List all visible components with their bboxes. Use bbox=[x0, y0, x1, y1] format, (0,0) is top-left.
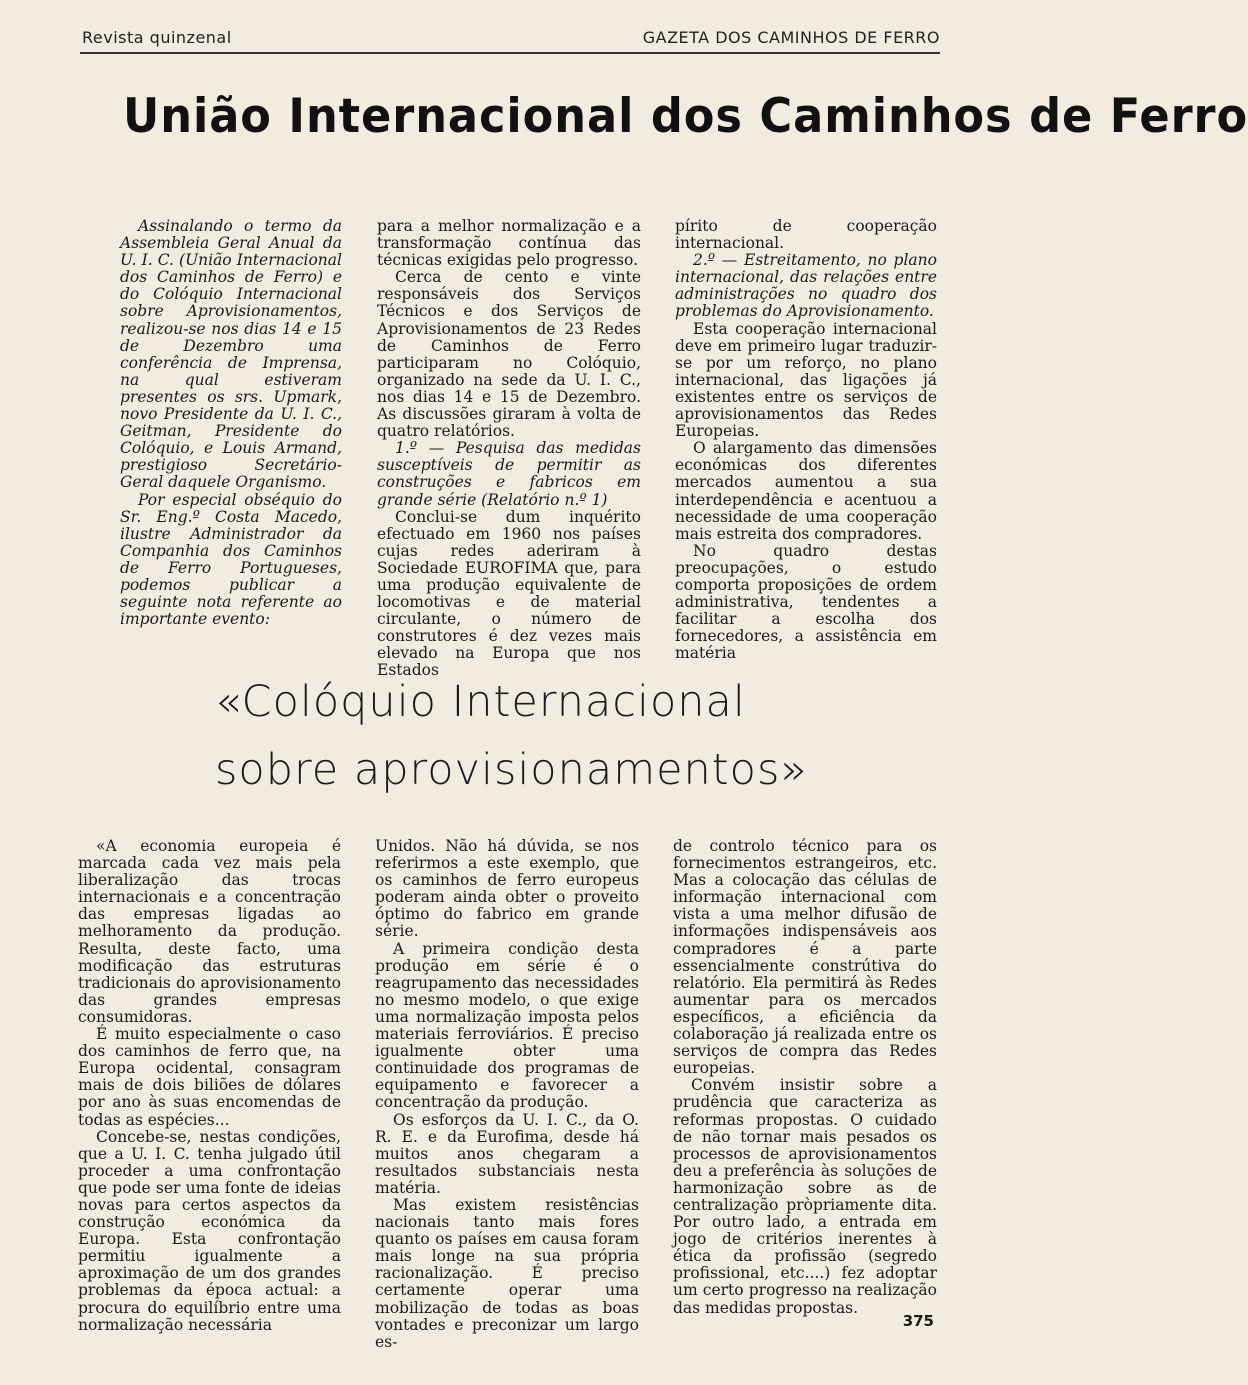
bottom-column-3 bbox=[673, 838, 937, 1317]
paragraph: «A economia europeia é marcada cada vez mais pela liberalização das trocas internacionais e a concentração das empresas ligadas ao melhoramento da produção. Resulta, deste facto, uma modificação das estruturas tradicionais do aprovisionamento das grandes empresas consumidoras. bbox=[78, 837, 341, 1026]
paragraph: Concebe-se, nestas condições, que a U. I. C. tenha julgado útil proceder a uma confrontação que pode ser uma fonte de ideias novas para certos aspectos da construção económica da Europa. Esta confrontação permitiu igualmente a aproximação de um dos grandes problemas da época actual: a procura do equilíbrio entre uma normalização necessária bbox=[78, 1127, 341, 1334]
header-rule bbox=[80, 52, 940, 54]
paragraph: de controlo técnico para os fornecimentos estrangeiros, etc. Mas a colocação das células de informação internacional com vista a uma melhor difusão de informações indispensáveis aos compradores é a parte essencialmente constrútiva do relatório. Ela permitirá às Redes aumentar para os mercados específicos, a eficiência da colaboração já realizada entre os serviços de compra das Redes europeias. bbox=[673, 837, 937, 1078]
paragraph: Os esforços da U. I. C., da O. R. E. e da Eurofima, desde há muitos anos chegaram a resultados substanciais nesta matéria. bbox=[375, 1110, 639, 1197]
paragraph: Cerca de cento e vinte responsáveis dos Serviços Técnicos e dos Serviços de Aprovisionamentos de 23 Redes de Caminhos de Ferro participaram no Colóquio, organizado na sede da U. I. C., nos dias 14 e 15 de Dezembro. As discussões giraram à volta de quatro relatórios. bbox=[377, 268, 641, 441]
report-heading-2: 2.º — Estreitamento, no plano internacional, das relações entre administrações no quadro dos problemas do Aprovisionamento. bbox=[675, 251, 937, 321]
report-heading-1: 1.º — Pesquisa das medidas susceptíveis de permitir as construções e fabricos em grande série (Relatório n.º 1) bbox=[377, 439, 641, 509]
running-header-right: GAZETA DOS CAMINHOS DE FERRO bbox=[642, 28, 940, 47]
paragraph: É muito especialmente o caso dos caminhos de ferro que, na Europa ocidental, consagram mais de dois biliões de dólares por ano às suas encomendas de todas as espécies... bbox=[78, 1025, 341, 1129]
paragraph: No quadro destas preocupações, o estudo comporta proposições de ordem administrativa, tendentes a facilitar a escolha dos fornecedores, a assistência em matéria bbox=[675, 541, 937, 663]
paragraph: pírito de cooperação internacional. bbox=[675, 217, 937, 253]
paragraph: O alargamento das dimensões económicas dos diferentes mercados aumentou a sua interdependência e acentuou a necessidade de uma cooperação mais estreita dos compradores. bbox=[675, 439, 937, 543]
top-column-2 bbox=[377, 218, 641, 680]
intro-column bbox=[120, 218, 342, 628]
section-title-line-1: «Colóquio Internacional bbox=[215, 677, 746, 727]
intro-paragraph-1: Assinalando o termo da Assembleia Geral Anual da U. I. C. (União Internacional dos Caminhos de Ferro) e do Colóquio Internacional sobre Aprovisionamentos, realizou-se nos dias 14 e 15 de Dezembro uma conferência de Imprensa, na qual estiveram presentes os srs. Upmark, novo Presidente da U. I. C., Geitman, Presidente do Colóquio, e Louis Armand, prestigioso Secretário-Geral daquele Organismo. bbox=[120, 217, 342, 492]
paragraph: Esta cooperação internacional deve em primeiro lugar traduzir-se por um reforço, no plano internacional, das ligações já existentes entre os serviços de aprovisionamentos das Redes Europeias. bbox=[675, 319, 937, 441]
bottom-column-1 bbox=[78, 838, 341, 1334]
article-title: União Internacional dos Caminhos de Ferro bbox=[123, 89, 1248, 144]
page-number: 375 bbox=[902, 1312, 934, 1330]
bottom-column-2 bbox=[375, 838, 639, 1351]
section-title bbox=[215, 668, 915, 804]
top-column-3 bbox=[675, 218, 937, 662]
paragraph: Conclui-se dum inquérito efectuado em 1960 nos países cujas redes aderiram à Sociedade EUROFIMA que, para uma produção equivalente de locomotivas e de material circulante, o número de construtores é dez vezes mais elevado na Europa que nos Estados bbox=[377, 507, 641, 680]
intro-paragraph-2: Por especial obséquio do Sr. Eng.º Costa Macedo, ilustre Administrador da Companhia dos Caminhos de Ferro Portugueses, podemos publicar a seguinte nota referente ao importante evento: bbox=[120, 490, 342, 629]
paragraph: Convém insistir sobre a prudência que caracteriza as reformas propostas. O cuidado de não tornar mais pesados os processos de aprovisionamentos deu a preferência às soluções de harmonização sobre as de centralização pròpriamente dita. Por outro lado, a entrada em jogo de critérios inerentes à ética da profissão (segredo profissional, etc....) fez adoptar um certo progresso na realização das medidas propostas. bbox=[673, 1076, 937, 1317]
running-header-left: Revista quinzenal bbox=[82, 28, 232, 47]
paragraph: Unidos. Não há dúvida, se nos referirmos a este exemplo, que os caminhos de ferro europeus poderam ainda obter o proveito óptimo do fabrico em grande série. bbox=[375, 837, 639, 941]
paragraph: A primeira condição desta produção em série é o reagrupamento das necessidades no mesmo modelo, o que exige uma normalização imposta pelos materiais ferroviários. É preciso igualmente obter uma continuidade dos programas de equipamento e favorecer a concentração da produção. bbox=[375, 939, 639, 1112]
section-title-line-2: sobre aprovisionamentos» bbox=[215, 745, 808, 795]
paragraph: para a melhor normalização e a transformação contínua das técnicas exigidas pelo progresso. bbox=[377, 217, 641, 270]
paragraph: Mas existem resistências nacionais tanto mais fores quanto os países em causa foram mais longe na sua própria racionalização. É preciso certamente operar uma mobilização de todas as boas vontades e preconizar um largo es- bbox=[375, 1195, 639, 1351]
